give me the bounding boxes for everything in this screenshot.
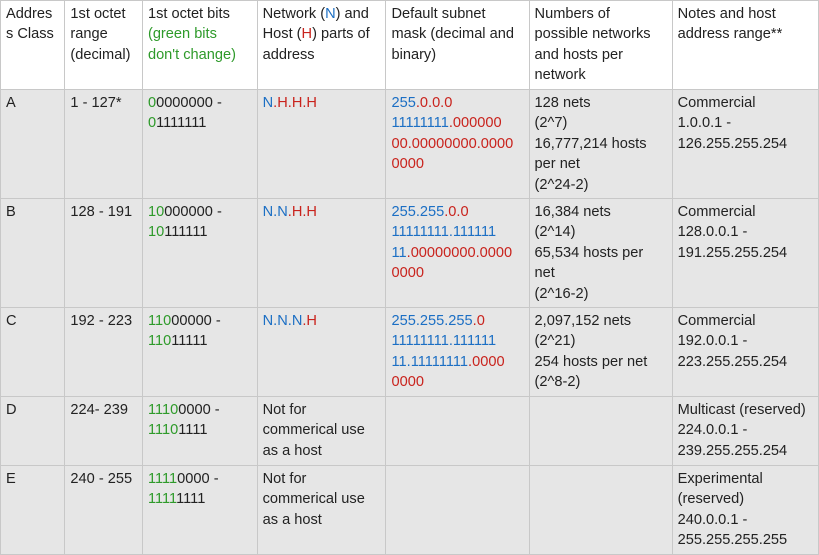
notes-line: Commercial <box>677 204 756 221</box>
networks-hosts-cell <box>529 466 672 555</box>
subnet-mask-cell <box>386 90 529 199</box>
host-part: .H.H.H <box>273 95 317 111</box>
address-class-cell <box>1 397 65 466</box>
octet-bits-line <box>148 331 252 351</box>
notes-line: 126.255.255.254 <box>677 135 788 152</box>
network-part: N <box>262 95 274 111</box>
table-row <box>1 397 819 466</box>
networks-hosts-line: (2^21) <box>534 333 576 350</box>
mask-host-bits: 0000 <box>391 265 424 282</box>
header-nh-text-3: ) parts of address <box>262 26 370 63</box>
table-row <box>1 199 819 308</box>
notes-range-cell <box>672 308 818 397</box>
networks-hosts-line: (2^24-2) <box>534 176 589 193</box>
mask-host-bits: 0000 <box>391 156 424 173</box>
fixed-bits: 1111 <box>147 471 178 488</box>
subnet-mask-decimal <box>391 93 523 113</box>
networks-hosts-line: 16,777,214 hosts per net <box>534 135 647 173</box>
octet-range-cell <box>65 397 143 466</box>
variable-bits: 1111 <box>176 491 206 508</box>
notes-line: 255.255.255.255 <box>677 532 788 549</box>
fixed-bits: 110 <box>147 333 172 350</box>
header-first-octet-range: 1st octet range (decimal) <box>65 1 143 90</box>
networks-hosts-line: 254 hosts per net <box>534 353 648 370</box>
notes-line: 223.255.255.254 <box>677 353 788 370</box>
mask-host-decimal: .0.0.0 <box>415 95 453 111</box>
network-host-cell <box>257 90 386 199</box>
octet-bits-line <box>148 469 252 489</box>
variable-bits: 1111111 <box>156 115 207 132</box>
octet-bits-line <box>148 93 252 113</box>
octet-range: 1 - 127* <box>70 95 122 111</box>
octet-bits-cell <box>142 90 257 199</box>
octet-range: 224- 239 <box>70 402 129 419</box>
subnet-mask-cell <box>386 199 529 308</box>
mask-host-decimal: .0.0 <box>444 204 469 221</box>
fixed-bits: 110 <box>147 313 172 330</box>
octet-range: 240 - 255 <box>70 471 133 488</box>
subnet-mask-cell <box>386 308 529 397</box>
mask-host-bits: .000000 <box>448 115 502 132</box>
octet-bits-cell <box>142 199 257 308</box>
subnet-mask-binary-line <box>391 222 523 242</box>
mask-network-bits: 11111111.111111 <box>391 333 497 350</box>
notes-line: Multicast (reserved) <box>677 402 806 419</box>
header-nh-text-2: ) and Host ( <box>262 6 369 43</box>
octet-range: 192 - 223 <box>70 313 133 330</box>
notes-line: 1.0.0.1 - <box>677 115 732 132</box>
networks-hosts-line: (2^14) <box>534 224 576 241</box>
network-host-note: Not for commerical use as a host <box>262 402 365 459</box>
subnet-mask-decimal <box>391 311 523 331</box>
header-address-class: Address Class <box>1 1 65 90</box>
fixed-bits: 0 <box>147 115 157 132</box>
notes-line: 128.0.0.1 - <box>677 224 748 241</box>
subnet-mask-binary-line <box>391 372 523 392</box>
header-green-bits-note: (green bits don't change) <box>147 26 236 63</box>
network-host-cell <box>257 308 386 397</box>
variable-bits: 00000 - <box>171 313 221 330</box>
table-row <box>1 308 819 397</box>
notes-range-cell <box>672 397 818 466</box>
header-numbers-networks-hosts: Numbers of possible networks and hosts per network <box>529 1 672 90</box>
octet-range-cell <box>65 199 143 308</box>
mask-host-bits: 0000 <box>391 374 424 391</box>
address-class-cell <box>1 308 65 397</box>
octet-bits-line <box>148 113 252 133</box>
header-network-host-parts <box>257 1 386 90</box>
networks-hosts-line: (2^7) <box>534 115 568 132</box>
fixed-bits: 1110 <box>147 402 179 419</box>
octet-bits-line <box>148 400 252 420</box>
notes-line: 239.255.255.254 <box>677 442 788 459</box>
octet-bits-line <box>148 222 252 242</box>
host-part: .H <box>302 313 317 330</box>
network-host-cell <box>257 199 386 308</box>
mask-network-decimal: 255.255.255 <box>391 313 473 330</box>
header-nh-n: N <box>325 6 336 22</box>
variable-bits: 0000 - <box>178 402 220 419</box>
network-host-cell <box>257 466 386 555</box>
fixed-bits: 1111 <box>147 491 177 508</box>
octet-bits-cell <box>142 397 257 466</box>
mask-network-bits: 11111111 <box>391 115 449 132</box>
notes-line: Experimental (reserved) <box>677 471 763 508</box>
subnet-mask-binary-line <box>391 243 523 263</box>
subnet-mask-binary-line <box>391 154 523 174</box>
networks-hosts-line: (2^16-2) <box>534 285 589 302</box>
notes-line: 240.0.0.1 - <box>677 511 748 528</box>
network-host-note: Not for commerical use as a host <box>262 471 365 528</box>
octet-range-cell <box>65 466 143 555</box>
octet-range-cell <box>65 90 143 199</box>
networks-hosts-line: 2,097,152 nets <box>534 313 632 330</box>
address-class: D <box>6 402 17 419</box>
mask-network-decimal: 255 <box>391 95 416 111</box>
address-class: B <box>6 204 16 221</box>
mask-network-decimal: 255.255 <box>391 204 445 221</box>
subnet-mask-binary-line <box>391 134 523 154</box>
networks-hosts-cell <box>529 199 672 308</box>
octet-bits-line <box>148 489 252 509</box>
notes-range-cell <box>672 466 818 555</box>
networks-hosts-cell <box>529 397 672 466</box>
address-class-cell <box>1 199 65 308</box>
octet-range-cell <box>65 308 143 397</box>
octet-bits-cell <box>142 308 257 397</box>
notes-range-cell <box>672 90 818 199</box>
octet-bits-line <box>148 202 252 222</box>
networks-hosts-line: 65,534 hosts per net <box>534 244 644 282</box>
mask-network-bits: 11 <box>391 244 407 261</box>
fixed-bits: 10 <box>147 204 165 221</box>
variable-bits: 111111 <box>164 224 208 241</box>
variable-bits: 0000000 - <box>156 95 222 111</box>
variable-bits: 1111 <box>178 422 208 439</box>
networks-hosts-cell <box>529 90 672 199</box>
header-first-octet-bits <box>142 1 257 90</box>
variable-bits: 11111 <box>171 333 208 350</box>
network-part: N.N <box>262 204 288 221</box>
address-class-cell <box>1 466 65 555</box>
octet-bits-cell <box>142 466 257 555</box>
mask-host-bits: .00000000.0000 <box>406 244 513 261</box>
networks-hosts-line: 128 nets <box>534 95 591 111</box>
mask-network-bits: 11111111.111111 <box>391 224 497 241</box>
subnet-mask-binary-line <box>391 113 523 133</box>
subnet-mask-cell <box>386 466 529 555</box>
notes-line: 224.0.0.1 - <box>677 422 748 439</box>
subnet-mask-binary-line <box>391 263 523 283</box>
subnet-mask-decimal <box>391 202 523 222</box>
address-class-cell <box>1 90 65 199</box>
network-host-cell <box>257 397 386 466</box>
networks-hosts-line: 16,384 nets <box>534 204 611 221</box>
header-default-subnet-mask: Default subnet mask (decimal and binary) <box>386 1 529 90</box>
mask-network-bits: 11.11111111 <box>391 353 469 370</box>
subnet-mask-binary-line <box>391 352 523 372</box>
networks-hosts-line: (2^8-2) <box>534 374 581 391</box>
notes-line: 191.255.255.254 <box>677 244 788 261</box>
header-nh-text-1: Network ( <box>262 6 326 22</box>
octet-bits-line <box>148 420 252 440</box>
notes-line: Commercial <box>677 313 756 330</box>
mask-host-decimal: .0 <box>472 313 485 330</box>
subnet-mask-cell <box>386 397 529 466</box>
host-part: .H.H <box>287 204 317 221</box>
mask-host-bits: .0000 <box>468 353 505 370</box>
table-row <box>1 90 819 199</box>
variable-bits: 0000 - <box>177 471 219 488</box>
address-class: E <box>6 471 16 488</box>
octet-bits-line <box>148 311 252 331</box>
address-class: C <box>6 313 17 330</box>
table-row <box>1 466 819 555</box>
notes-line: 192.0.0.1 - <box>677 333 748 350</box>
header-notes-range: Notes and host address range** <box>672 1 818 90</box>
fixed-bits: 0 <box>147 95 157 111</box>
header-row <box>1 1 819 90</box>
subnet-mask-binary-line <box>391 331 523 351</box>
mask-host-bits: 00.00000000.0000 <box>391 135 514 152</box>
variable-bits: 000000 - <box>164 204 222 221</box>
header-first-octet-bits-label: 1st octet bits <box>147 6 230 22</box>
notes-line: Commercial <box>677 95 756 111</box>
address-class: A <box>6 95 16 111</box>
networks-hosts-cell <box>529 308 672 397</box>
fixed-bits: 1110 <box>147 422 179 439</box>
fixed-bits: 10 <box>147 224 165 241</box>
notes-range-cell <box>672 199 818 308</box>
octet-range: 128 - 191 <box>70 204 133 221</box>
network-part: N.N.N <box>262 313 303 330</box>
header-nh-h: H <box>301 26 313 43</box>
